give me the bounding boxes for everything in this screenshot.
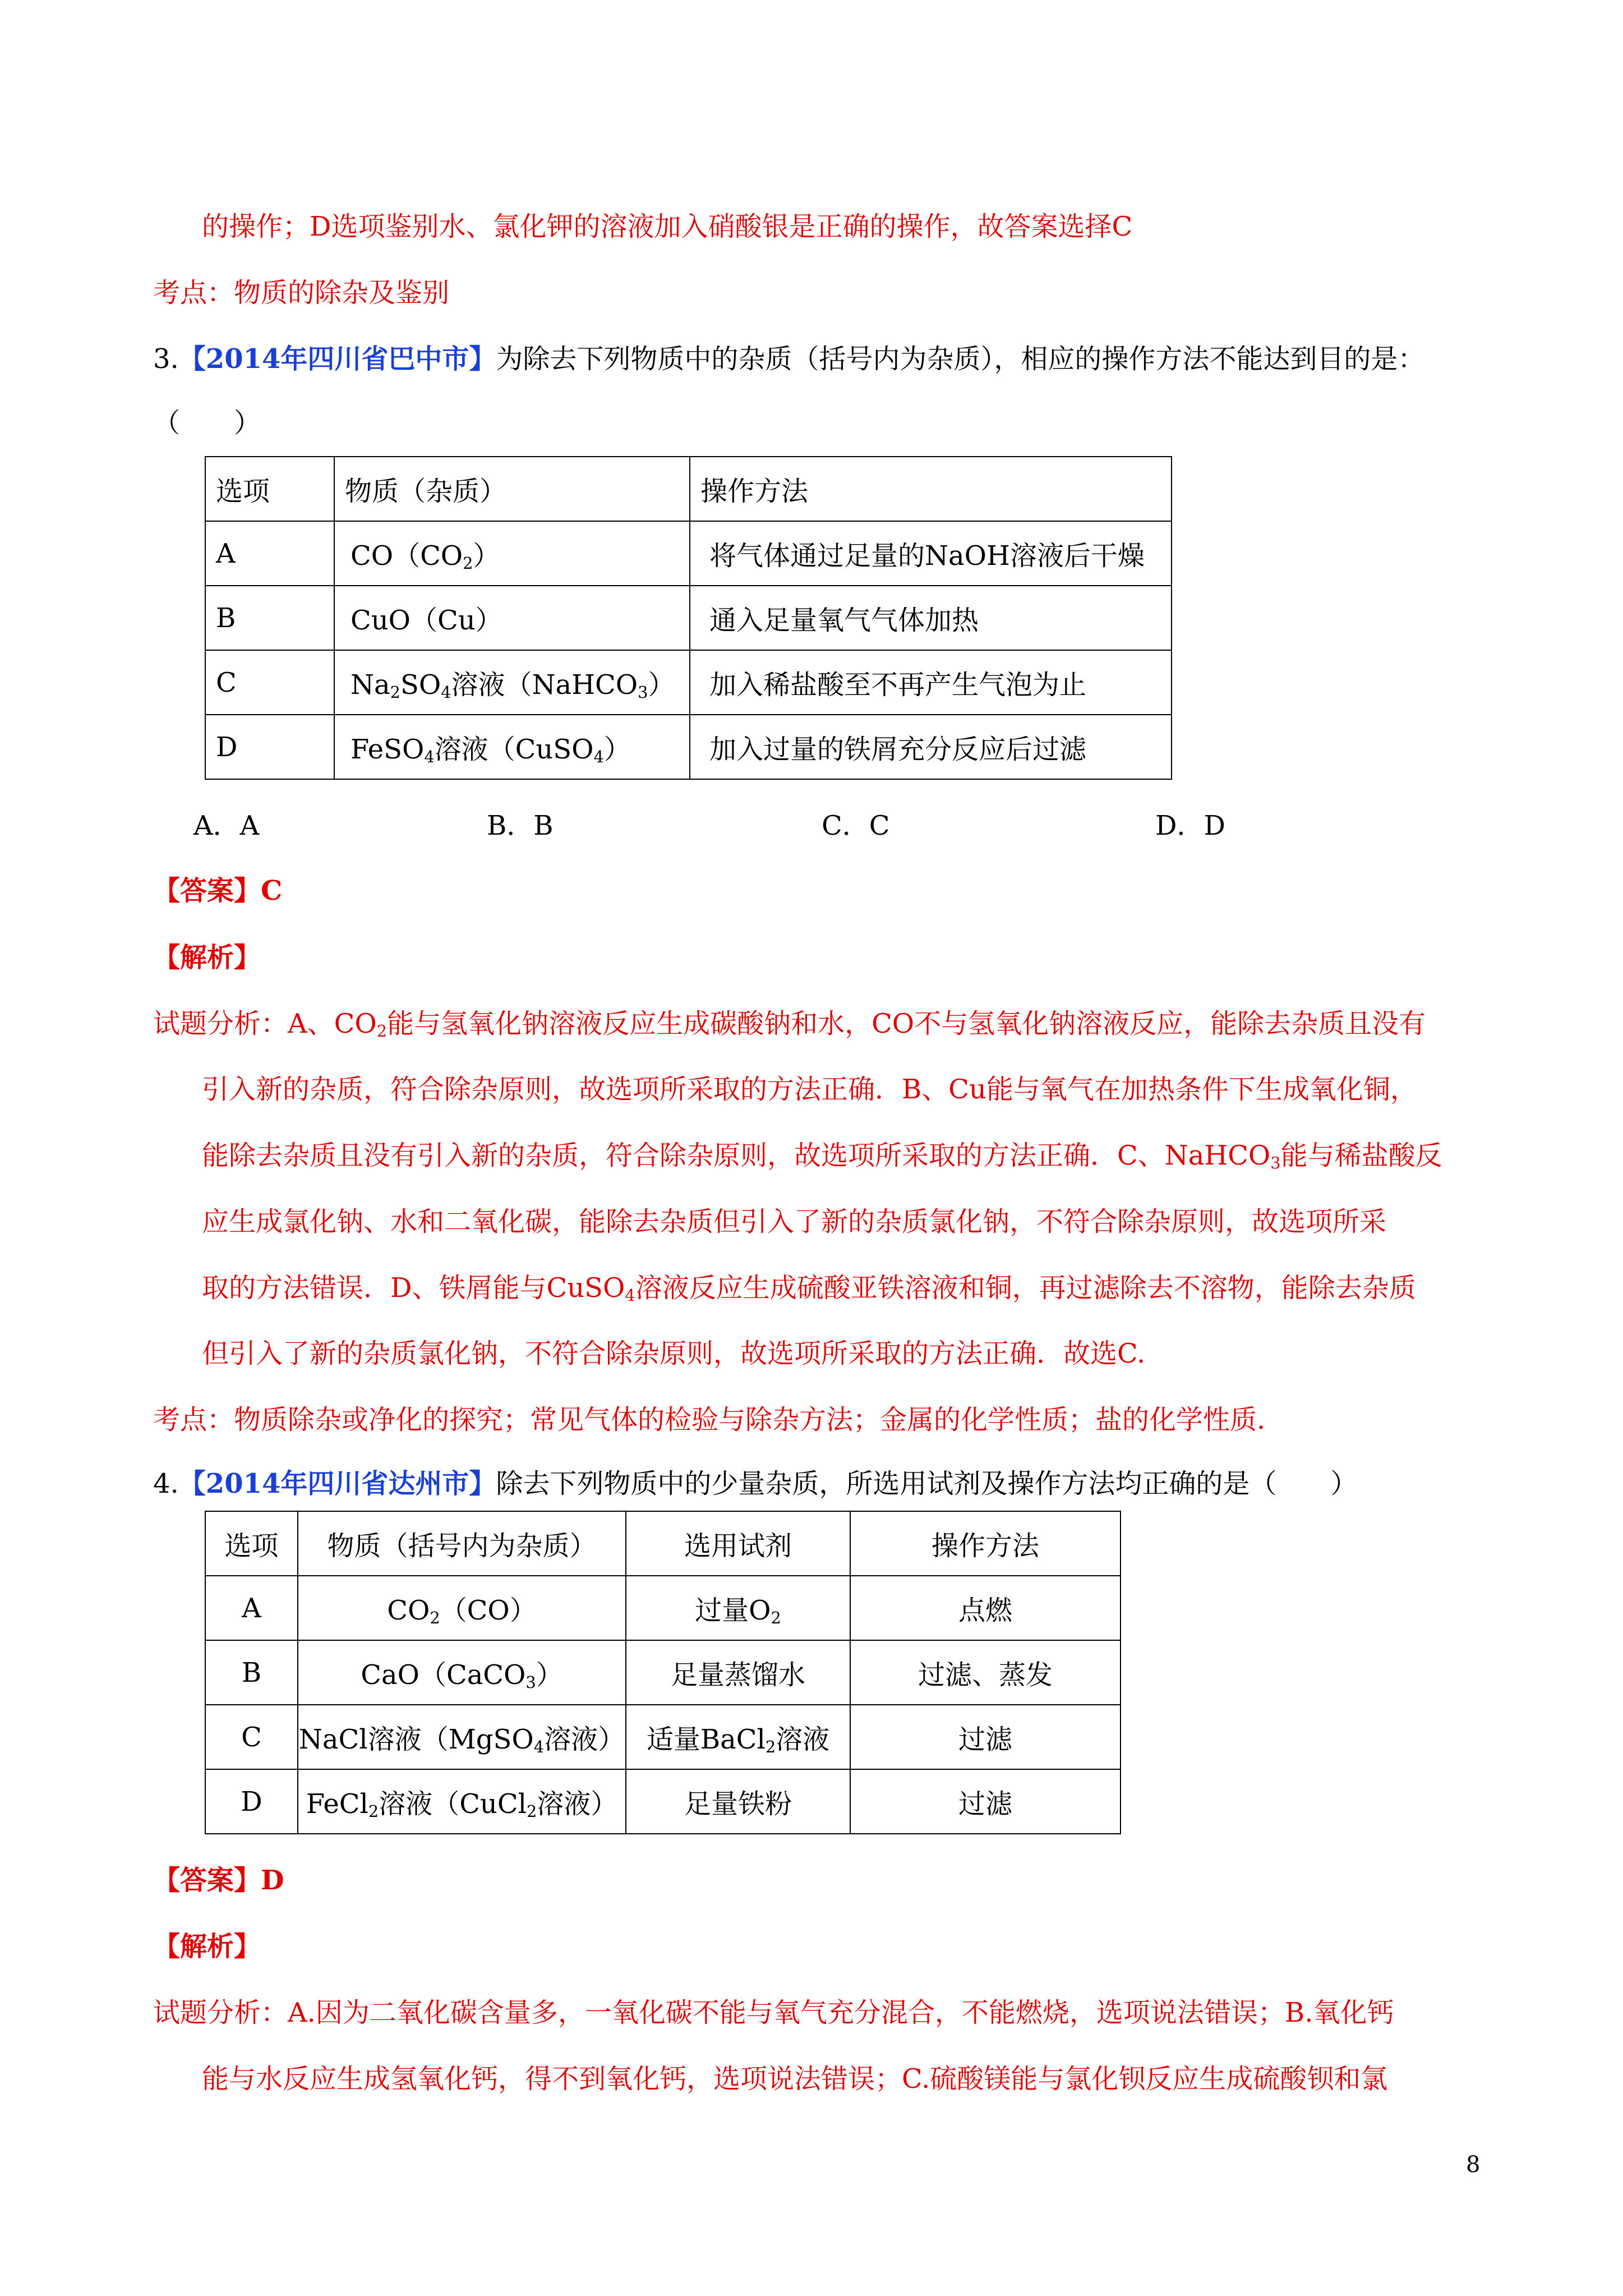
table-cell-reagent: 过量$O_2$ xyxy=(626,1576,850,1640)
table-cell-option: D xyxy=(205,715,334,779)
table-cell-option: C xyxy=(205,650,334,715)
table-cell-substance: FeSO$_4$溶液（CuSO$_4$） xyxy=(334,715,690,779)
table-cell-substance: $Na_2SO_4$溶液（NaHCO$_3$） xyxy=(334,650,690,715)
analysis-line: 引入新的杂质，符合除杂原则，故选项所采取的方法正确．B、Cu能与氧气在加热条件下生成氧化铜， xyxy=(202,1074,1417,1105)
table-row xyxy=(205,521,1172,586)
choice-d: D．D xyxy=(1155,810,1225,841)
table-cell-option: C xyxy=(205,1705,298,1769)
analysis-line: 试题分析：A.因为二氧化碳含量多，一氧化碳不能与氧气充分混合，不能燃烧，选项说法错误；B.氧化钙 xyxy=(153,1997,1394,2028)
options-table-q3 xyxy=(205,456,1172,780)
question-number: 4. xyxy=(153,1468,179,1499)
table-row xyxy=(205,586,1172,650)
table-cell-method: 过滤 xyxy=(850,1769,1121,1834)
table-header-cell: 操作方法 xyxy=(850,1511,1121,1576)
question-text: 除去下列物质中的少量杂质，所选用试剂及操作方法均正确的是（ ） xyxy=(496,1468,1358,1499)
analysis-line: 取的方法错误．D、铁屑能与CuSO$_4$溶液反应生成硫酸亚铁溶液和铜，再过滤除去不溶物，能除去杂质 xyxy=(202,1272,1416,1305)
table-row xyxy=(205,1705,1121,1769)
analysis-heading: 【解析】 xyxy=(153,1931,261,1962)
analysis-line: 应生成氯化钠、水和二氧化碳，能除去杂质但引入了新的杂质氯化钠，不符合除杂原则，故选项所采 xyxy=(202,1206,1387,1237)
table-cell-option: B xyxy=(205,586,334,650)
table-row xyxy=(205,1576,1121,1640)
question-3-stem xyxy=(153,341,1424,377)
table-row xyxy=(205,1769,1121,1834)
options-table-q4 xyxy=(205,1511,1121,1834)
table-cell-reagent: 足量铁粉 xyxy=(626,1769,850,1834)
choice-b: B．B xyxy=(487,810,554,841)
table-header-cell: 选项 xyxy=(205,457,334,521)
table-cell-method: 将气体通过足量的NaOH溶液后干燥 xyxy=(690,521,1172,586)
table-cell-method: 点燃 xyxy=(850,1576,1121,1640)
table-cell-substance: FeCl$_2$溶液（CuCl$_2$溶液） xyxy=(298,1769,626,1834)
answer-label: 【答案】D xyxy=(153,1865,284,1896)
answer-parentheses: （ ） xyxy=(153,407,261,439)
page-number: 8 xyxy=(1466,2152,1481,2178)
choice-a: A．A xyxy=(193,810,260,841)
analysis-line: 试题分析：A、$CO_2$能与氢氧化钠溶液反应生成碳酸钠和水，CO不与氢氧化钠溶液反应，能除去杂质且没有 xyxy=(153,1008,1426,1041)
question-source: 【2014年四川省达州市】 xyxy=(178,1468,496,1499)
table-cell-method: 加入过量的铁屑充分反应后过滤 xyxy=(690,715,1172,779)
kaodian-line: 考点：物质除杂或净化的探究；常见气体的检验与除杂方法；金属的化学性质；盐的化学性质. xyxy=(153,1404,1266,1435)
table-header-row xyxy=(205,457,1172,521)
table-cell-substance: $CO(CO_2)$ xyxy=(334,521,690,586)
table-row xyxy=(205,650,1172,715)
question-number: 3. xyxy=(153,343,179,375)
table-header-row xyxy=(205,1511,1121,1576)
table-cell-option: B xyxy=(205,1640,298,1705)
table-cell-substance: $CO_2(CO)$ xyxy=(298,1576,626,1640)
table-row xyxy=(205,715,1172,779)
kaodian-line: 考点：物质的除杂及鉴别 xyxy=(153,277,450,309)
question-source: 【2014年四川省巴中市】 xyxy=(178,343,496,375)
table-header-cell: 物质（杂质） xyxy=(334,457,690,521)
table-cell-method: 加入稀盐酸至不再产生气泡为止 xyxy=(690,650,1172,715)
table-row xyxy=(205,1640,1121,1705)
analysis-line: 能除去杂质且没有引入新的杂质，符合除杂原则，故选项所采取的方法正确．C、NaHCO$_3$能与稀盐酸反 xyxy=(202,1140,1442,1173)
choice-c: C．C xyxy=(822,810,890,841)
analysis-line: 的操作；D选项鉴别水、氯化钾的溶液加入硝酸银是正确的操作，故答案选择C xyxy=(202,211,1133,242)
table-cell-option: A xyxy=(205,521,334,586)
table-header-cell: 物质（括号内为杂质） xyxy=(298,1511,626,1576)
table-cell-method: 通入足量氧气气体加热 xyxy=(690,586,1172,650)
table-cell-substance: CuO（Cu） xyxy=(334,586,690,650)
question-text: 为除去下列物质中的杂质（括号内为杂质），相应的操作方法不能达到目的是： xyxy=(496,343,1425,375)
table-cell-option: D xyxy=(205,1769,298,1834)
table-cell-option: A xyxy=(205,1576,298,1640)
table-cell-substance: CaO（CaCO$_3$） xyxy=(298,1640,626,1705)
question-4-stem xyxy=(153,1466,1357,1502)
table-cell-substance: NaCl溶液（MgSO$_4$溶液） xyxy=(298,1705,626,1769)
table-header-cell: 操作方法 xyxy=(690,457,1172,521)
table-cell-reagent: 适量BaCl$_2$溶液 xyxy=(626,1705,850,1769)
table-header-cell: 选项 xyxy=(205,1511,298,1576)
table-header-cell: 选用试剂 xyxy=(626,1511,850,1576)
answer-label: 【答案】C xyxy=(153,875,283,907)
analysis-line: 能与水反应生成氢氧化钙，得不到氧化钙，选项说法错误；C.硫酸镁能与氯化钡反应生成硫酸钡和氯 xyxy=(202,2063,1388,2095)
table-cell-method: 过滤、蒸发 xyxy=(850,1640,1121,1705)
analysis-line: 但引入了新的杂质氯化钠，不符合除杂原则，故选项所采取的方法正确．故选C. xyxy=(202,1338,1146,1369)
table-cell-method: 过滤 xyxy=(850,1705,1121,1769)
table-cell-reagent: 足量蒸馏水 xyxy=(626,1640,850,1705)
analysis-heading: 【解析】 xyxy=(153,942,261,973)
